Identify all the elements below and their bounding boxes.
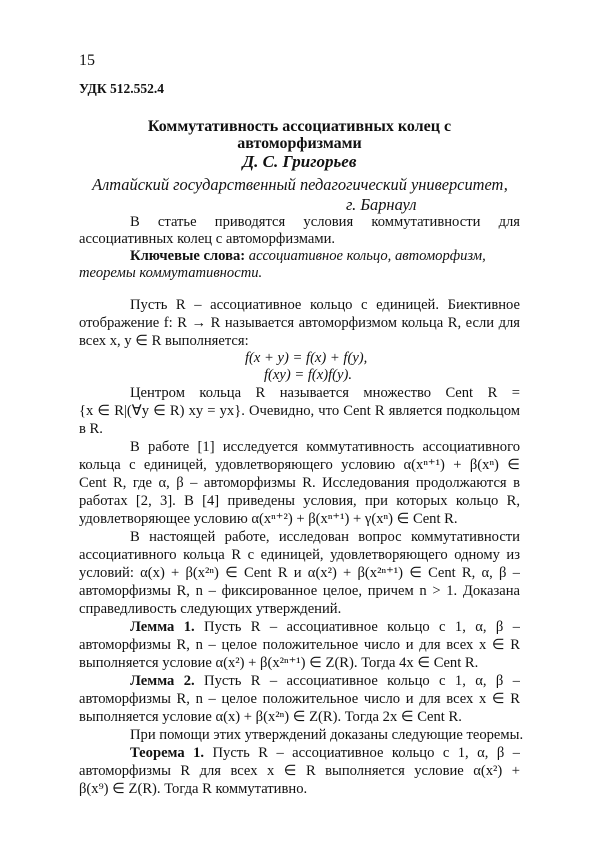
lemma1-text-1: Пусть R – ассоциативное кольцо с 1, α, β –	[194, 619, 520, 635]
work-line-3: Cent R, где α, β – автоморфизмы R. Исследования продолжаются в	[79, 475, 520, 491]
equation-1: f(x + y) = f(x) + f(y),	[245, 350, 368, 366]
equation-2: f(xy) = f(x)f(y).	[264, 367, 353, 383]
affiliation-line-2: г. Барнаул	[346, 195, 417, 214]
keywords-text: ассоциативное кольцо, автоморфизм,	[245, 248, 486, 264]
lemma1-line-3: выполняется условие α(x²) + β(x²ⁿ⁺¹) ∈ Z(R). Тогда 4x ∈ Cent R.	[79, 655, 479, 671]
title-line-1: Коммутативность ассоциативных колец с	[147, 118, 452, 135]
work-line-2: кольца с единицей, удовлетворяющего условию α(xⁿ⁺¹) + β(xⁿ) ∈	[79, 457, 520, 473]
lemma2-line-2: автоморфизмы R, n – целое положительное число и для всех x ∈ R	[79, 691, 520, 707]
body-line-1: Пусть R – ассоциативное кольцо с единицей. Биективное	[130, 297, 520, 313]
lemma1-line-2: автоморфизмы R, n – целое положительное число и для всех x ∈ R	[79, 637, 520, 653]
keywords-line-1	[130, 247, 486, 265]
lemma1-label: Лемма 1.	[130, 619, 195, 635]
present-line-1: В настоящей работе, исследован вопрос коммутативности	[130, 529, 520, 545]
theorem1-line-3: β(x⁹) ∈ Z(R). Тогда R коммутативно.	[79, 781, 308, 797]
theorem1-text-1: Пусть R – ассоциативное кольцо с 1, α, β –	[204, 745, 520, 761]
author: Д. С. Григорьев	[242, 152, 357, 171]
present-line-4: автоморфизмы R, n – фиксированное целое, причем n > 1. Доказана	[79, 583, 520, 599]
present-line-2: ассоциативного кольца R с единицей, удовлетворяющего одному из	[79, 547, 520, 563]
center-line-2: {x ∈ R|(∀y ∈ R) xy = yx}. Очевидно, что Cent R является подкольцом	[79, 403, 520, 419]
page-number: 15	[79, 52, 95, 69]
theorem1-label: Теорема 1.	[130, 745, 205, 761]
keywords-label: Ключевые слова:	[130, 248, 246, 264]
lemma1-line-1	[130, 618, 520, 636]
work-line-4: работах [2, 3]. В [4] приведены условия, при которых кольцо R,	[79, 493, 520, 509]
body-line-2: отображение f: R → R называется автоморфизмом кольца R, если для	[79, 315, 520, 331]
lemma2-label: Лемма 2.	[130, 673, 195, 689]
keywords-line-2: теоремы коммутативности.	[79, 265, 263, 281]
body-line-3: всех x, y ∈ R выполняется:	[79, 333, 249, 349]
work-line-5: удовлетворяющее условию α(xⁿ⁺²) + β(xⁿ⁺¹) + γ(xⁿ) ∈ Cent R.	[79, 511, 458, 527]
abstract-line-2: ассоциативных колец с автоморфизмами.	[79, 231, 336, 247]
work-line-1: В работе [1] исследуется коммутативность ассоциативного	[130, 439, 520, 455]
lemma2-line-1	[130, 672, 520, 690]
theorems-intro: При помощи этих утверждений доказаны следующие теоремы.	[130, 727, 524, 743]
theorem1-line-2: автоморфизмы R для всех x ∈ R выполняется условие α(x²) +	[79, 763, 520, 779]
center-line-3: в R.	[79, 421, 103, 437]
abstract-line-1: В статье приводятся условия коммутативности для	[130, 214, 520, 230]
center-line-1: Центром кольца R называется множество Cent R =	[130, 385, 520, 401]
lemma2-text-1: Пусть R – ассоциативное кольцо с 1, α, β –	[194, 673, 520, 689]
present-line-5: справедливость следующих утверждений.	[79, 601, 342, 617]
title-line-2: автоморфизмами	[237, 135, 362, 152]
lemma2-line-3: выполняется условие α(x) + β(x²ⁿ) ∈ Z(R). Тогда 2x ∈ Cent R.	[79, 709, 462, 725]
udk-code: УДК 512.552.4	[79, 81, 164, 96]
present-line-3: условий: α(x) + β(x²ⁿ) ∈ Cent R и α(x²) + β(x²ⁿ⁺¹) ∈ Cent R, α, β –	[79, 565, 520, 581]
affiliation-line-1: Алтайский государственный педагогический университет,	[92, 175, 508, 194]
theorem1-line-1	[130, 744, 520, 762]
